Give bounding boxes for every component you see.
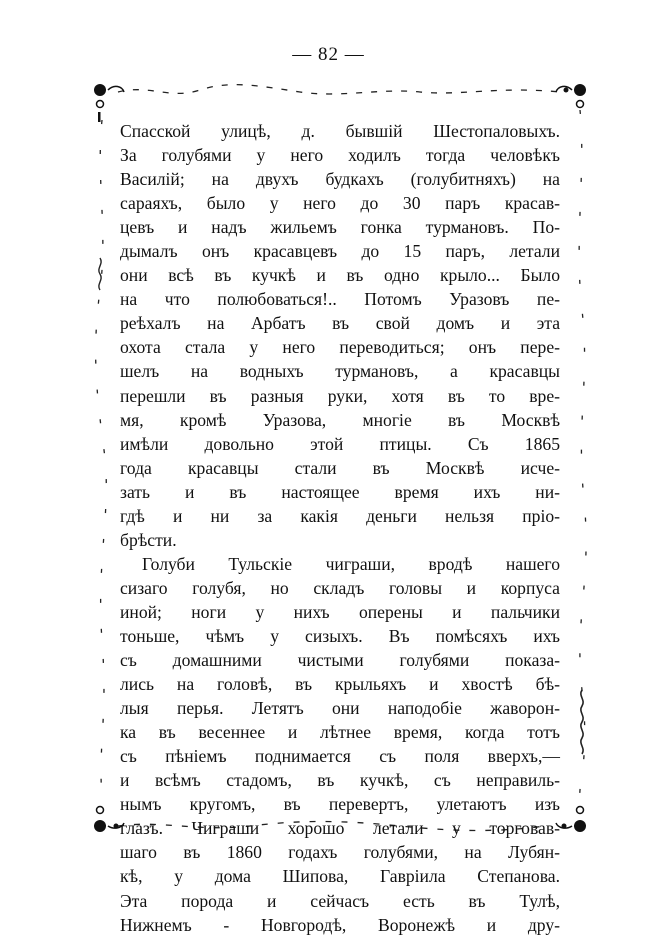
text-line: года красавцы стали въ Москвѣ исче- [120, 457, 560, 478]
text-line: они всѣ въ кучкѣ и въ одно крыло... Было [120, 265, 560, 286]
text-line: иной; ноги у нихъ оперены и пальчики [120, 601, 560, 622]
text-line: Эта порода и сейчасъ есть въ Тулѣ, [120, 890, 560, 911]
text-line: съ пѣніемъ поднимается съ поля вверхъ,— [120, 746, 560, 767]
text-line: нымъ кругомъ, въ перевертъ, улетаютъ изъ [120, 794, 560, 815]
text-line: шаго въ 1860 годахъ голубями, на Лубян- [120, 842, 560, 863]
text-line: Василій; на двухъ будкахъ (голубитняхъ) на [120, 169, 560, 190]
text-line: дымалъ онъ красавцевъ до 15 паръ, летали [120, 241, 560, 262]
page-number: — 82 — [292, 44, 365, 65]
text-line: имѣли довольно этой птицы. Съ 1865 [120, 433, 560, 454]
text-line: Голуби Тульскіе чиграши, вродѣ нашего [142, 553, 560, 574]
text-line: брѣсти. [120, 529, 177, 550]
text-line: охота стала у него переводиться; онъ пере- [120, 337, 560, 358]
scroll-flourish-icon [556, 84, 586, 108]
text-line: глазъ. Чиграши хорошо летали у торговав- [120, 818, 560, 839]
text-line: перешли въ разныя руки, хотя въ то вре- [120, 385, 560, 406]
text-line: реѣхалъ на Арбатъ въ свой домъ и эта [120, 313, 560, 334]
text-line: мя, кромѣ Уразова, многіе въ Москвѣ [120, 409, 560, 430]
text-line: гдѣ и ни за какія деньги нельзя пріо- [120, 505, 560, 526]
text-line: цевъ и надъ жильемъ гонка турмановъ. По- [120, 217, 560, 238]
text-line: За голубями у него ходилъ тогда человѣкъ [120, 145, 560, 166]
scroll-flourish-icon [556, 807, 586, 833]
text-line: кѣ, у дома Шипова, Гавріила Степанова. [120, 866, 560, 887]
text-line: зать и въ настоящее время ихъ ни- [120, 481, 560, 502]
text-line: на что полюбоваться!.. Потомъ Уразовъ пе- [120, 289, 560, 310]
text-line: сараяхъ, было у него до 30 паръ красав- [120, 193, 560, 214]
scroll-flourish-icon [94, 84, 124, 122]
text-line: ка въ весеннее и лѣтнее время, когда тотъ [120, 722, 560, 743]
text-line: лыя перья. Летятъ они наподобіе жаворон- [120, 698, 560, 719]
text-line: и всѣмъ стадомъ, въ кучкѣ, съ неправиль- [120, 770, 560, 791]
text-line: Нижнемъ - Новгородѣ, Воронежѣ и дру- [120, 914, 560, 935]
page-text [120, 119, 560, 937]
text-line: лись на головѣ, въ крыльяхъ и хвостѣ бѣ- [120, 674, 560, 695]
text-line: сизаго голубя, но складъ головы и корпуса [120, 577, 560, 598]
text-line: Спасской улицѣ, д. бывшій Шестопаловыхъ. [120, 121, 560, 141]
paragraph-1 [120, 119, 560, 552]
paragraph-2 [120, 552, 560, 937]
text-line: шелъ на водныхъ турмановъ, а красавцы [120, 361, 560, 382]
text-line: съ домашними чистыми голубями показа- [120, 650, 560, 671]
text-line: тоньше, чѣмъ у сизыхъ. Въ помѣсяхъ ихъ [120, 625, 560, 646]
